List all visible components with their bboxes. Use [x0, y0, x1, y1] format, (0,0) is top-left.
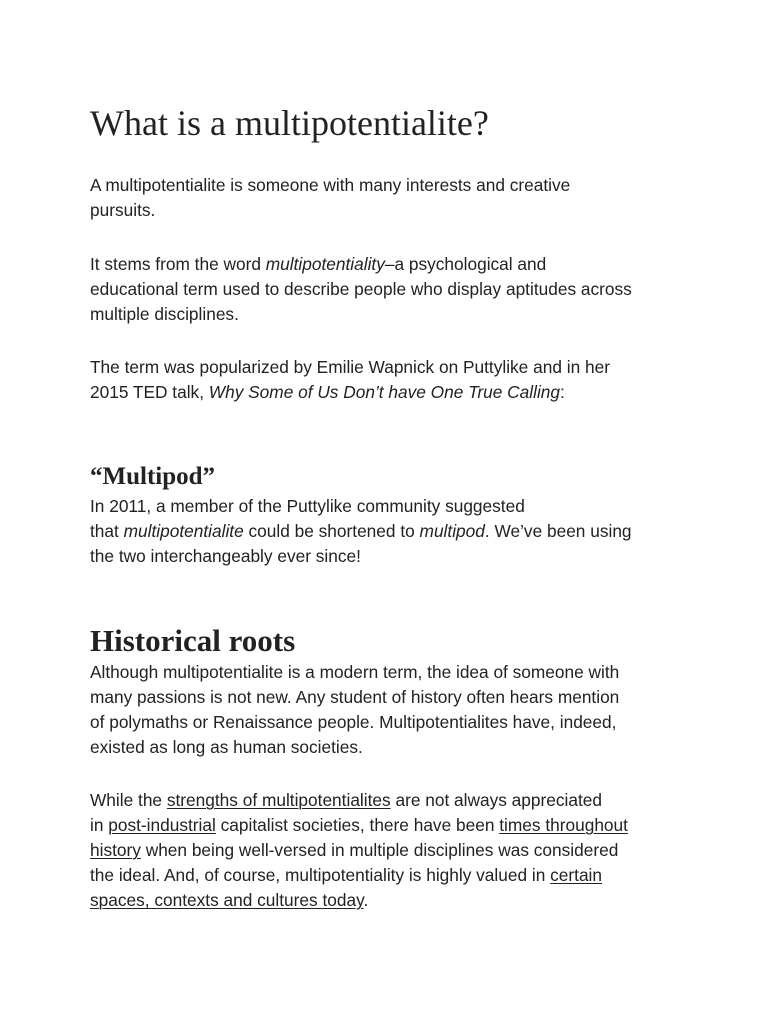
text-run: when being well-versed in multiple disciplines was considered [140, 840, 619, 860]
text-run: It stems from the word [90, 254, 266, 274]
text-line: existed as long as human societies. [90, 737, 363, 757]
text-line: In 2011, a member of the Puttylike community suggested [90, 496, 525, 516]
text-run: –a psychological and [384, 254, 547, 274]
text-line: pursuits. [90, 200, 156, 220]
text-line: A multipotentialite is someone with many interests and creative [90, 175, 571, 195]
stems-paragraph [90, 252, 690, 327]
text-line: many passions is not new. Any student of history often hears mention [90, 687, 620, 707]
text-line: The term was popularized by Emilie Wapnick on Puttylike and in her [90, 357, 610, 377]
link-certain-spaces-cont[interactable]: spaces, contexts and cultures today [90, 890, 364, 910]
text-run: the ideal. And, of course, multipotentiality is highly valued in [90, 865, 551, 885]
page-title: What is a multipotentialite? [90, 103, 489, 143]
text-line [90, 788, 690, 813]
link-certain-spaces[interactable]: certain [550, 865, 603, 885]
text-line: of polymaths or Renaissance people. Multipotentialites have, indeed, [90, 712, 617, 732]
text-line [90, 813, 690, 838]
link-times-throughout-history[interactable]: times throughout [499, 815, 628, 835]
text-line [90, 863, 690, 888]
text-run: 2015 TED talk, [90, 382, 209, 402]
text-run: . We’ve been using [484, 521, 632, 541]
text-run: in [90, 815, 109, 835]
link-times-throughout-history-cont[interactable]: history [90, 840, 141, 860]
historical-paragraph-1 [90, 660, 690, 760]
text-line [90, 380, 690, 405]
text-line [90, 519, 690, 544]
emphasis-term: multipotentialite [123, 521, 244, 541]
emphasis-term: multipod [419, 521, 485, 541]
text-run: capitalist societies, there have been [215, 815, 500, 835]
text-line: Although multipotentialite is a modern term, the idea of someone with [90, 662, 620, 682]
historical-paragraph-2 [90, 788, 690, 913]
link-strengths-of-multipotentialites[interactable]: strengths of multipotentialites [166, 790, 391, 810]
historical-roots-heading: Historical roots [90, 623, 296, 658]
multipod-heading: “Multipod” [90, 463, 216, 490]
text-line [90, 888, 690, 913]
link-post-industrial[interactable]: post-industrial [108, 815, 216, 835]
emphasis-term: multipotentiality [265, 254, 385, 274]
text-line: multiple disciplines. [90, 304, 239, 324]
text-run: . [363, 890, 369, 910]
text-line [90, 252, 690, 277]
talk-title: Why Some of Us Don’t have One True Calling [208, 382, 561, 402]
multipod-paragraph [90, 494, 690, 569]
popularized-paragraph [90, 355, 690, 405]
intro-paragraph [90, 173, 690, 223]
text-run: could be shortened to [243, 521, 420, 541]
text-run: are not always appreciated [390, 790, 602, 810]
text-line: educational term used to describe people who display aptitudes across [90, 279, 632, 299]
text-run: that [90, 521, 124, 541]
text-line [90, 838, 690, 863]
text-run: : [560, 382, 565, 402]
text-line: the two interchangeably ever since! [90, 546, 361, 566]
text-run: While the [90, 790, 167, 810]
